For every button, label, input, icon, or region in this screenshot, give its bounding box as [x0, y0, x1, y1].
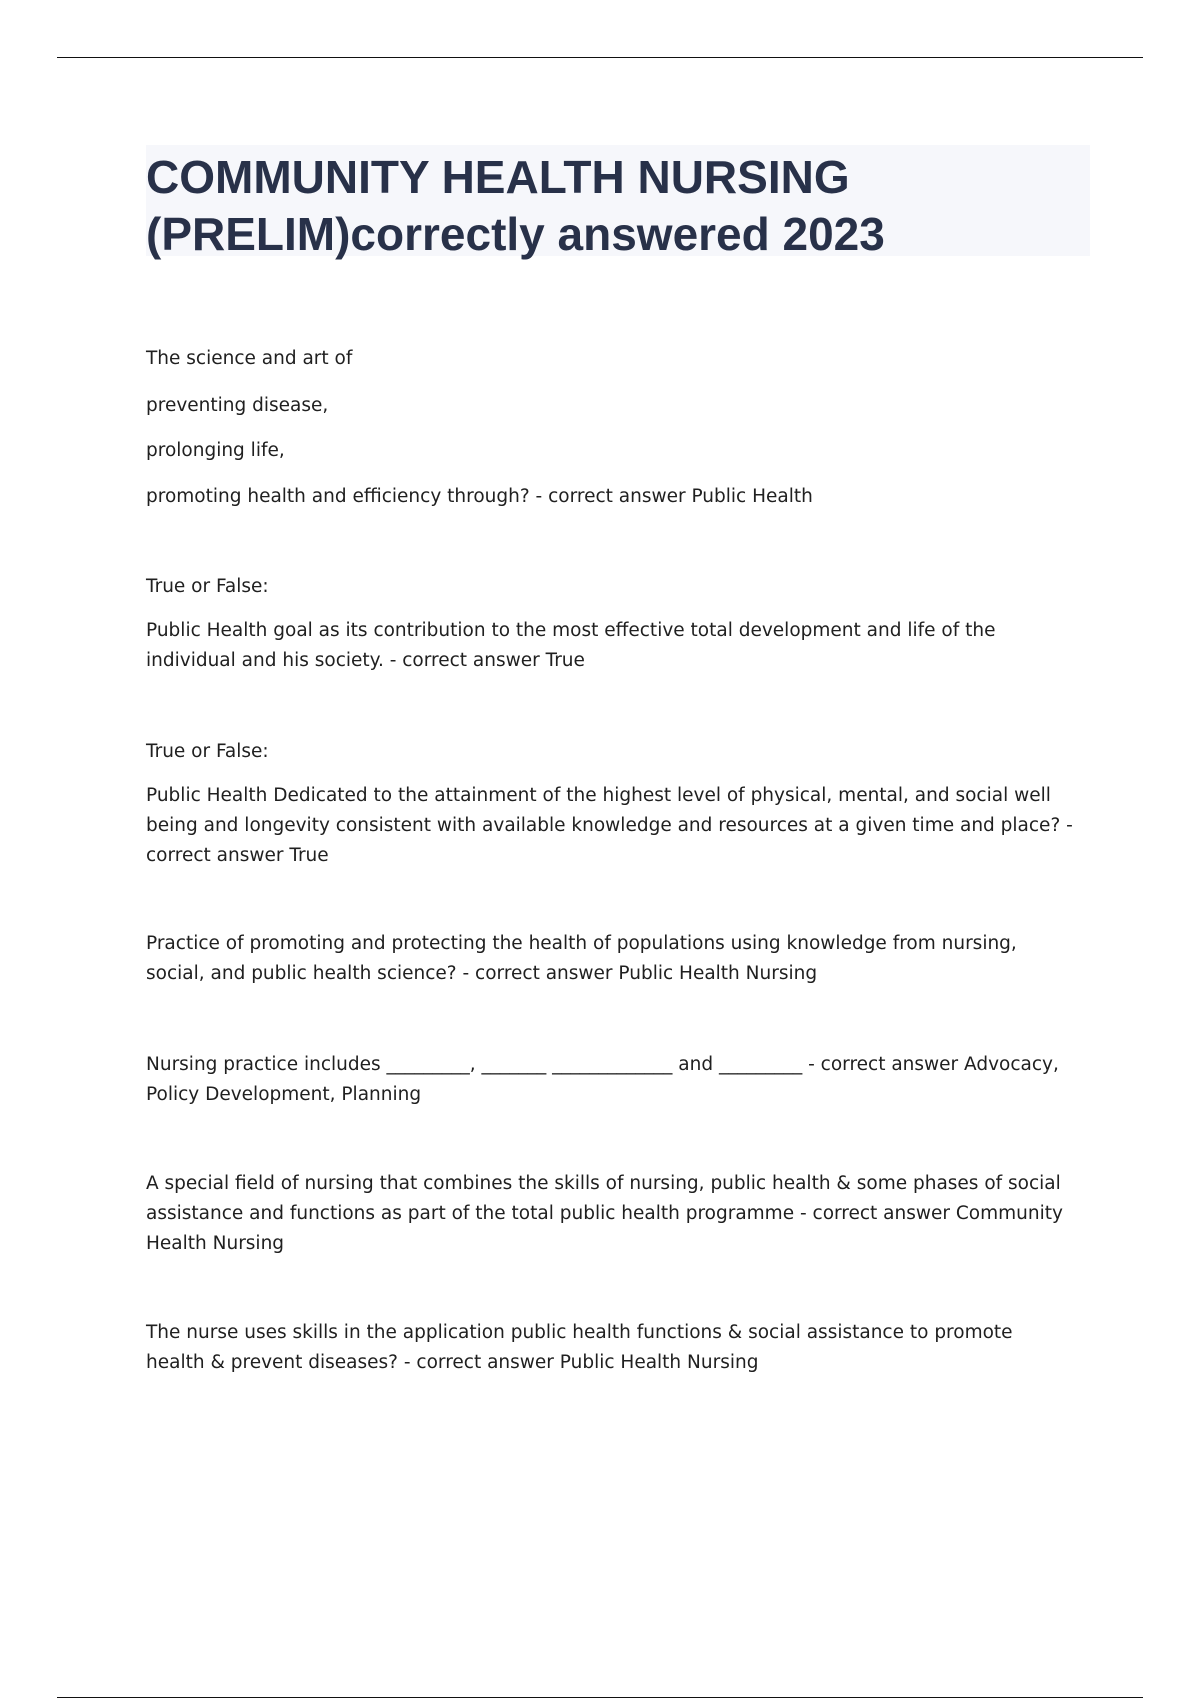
document-title: COMMUNITY HEALTH NURSING (PRELIM)correctly answered 2023 [146, 151, 885, 260]
qa-text: The nurse uses skills in the application public health functions & social assistance to promote health & prevent diseases? - correct answer Public Health Nursing [146, 1322, 1013, 1373]
qa-item-3 [146, 737, 1076, 871]
qa-text: Practice of promoting and protecting the health of populations using knowledge from nursing, social, and public health science? - correct answer Public Health Nursing [146, 933, 1017, 984]
title-box [146, 145, 1090, 260]
qa-text: promoting health and efficiency through? - correct answer Public Health [146, 486, 813, 507]
qa-item-4 [146, 929, 1076, 989]
qa-text: Nursing practice includes _________, _______ _____________ and _________ - correct answer Advocacy, Policy Development, Planning [146, 1054, 1059, 1105]
top-rule [57, 57, 1143, 58]
qa-item-6 [146, 1169, 1076, 1259]
bottom-rule [57, 1697, 1143, 1698]
qa-text: A special field of nursing that combines the skills of nursing, public health & some phases of social assistance and functions as part of the total public health programme - correct answer Community Health Nursing [146, 1173, 1063, 1254]
qa-text: True or False: [146, 741, 269, 762]
qa-text: Public Health Dedicated to the attainment of the highest level of physical, mental, and social well being and longevity consistent with available knowledge and resources at a given time and place? - correct answer True [146, 785, 1073, 866]
qa-item-5 [146, 1050, 1076, 1110]
qa-text: The science and art of [146, 348, 353, 369]
qa-text: True or False: [146, 576, 269, 597]
qa-text: prolonging life, [146, 440, 285, 461]
qa-item-2 [146, 572, 1076, 676]
qa-text: Public Health goal as its contribution to the most effective total development and life of the individual and his society. - correct answer True [146, 620, 996, 671]
qa-item-7 [146, 1318, 1076, 1378]
qa-text: preventing disease, [146, 395, 329, 416]
